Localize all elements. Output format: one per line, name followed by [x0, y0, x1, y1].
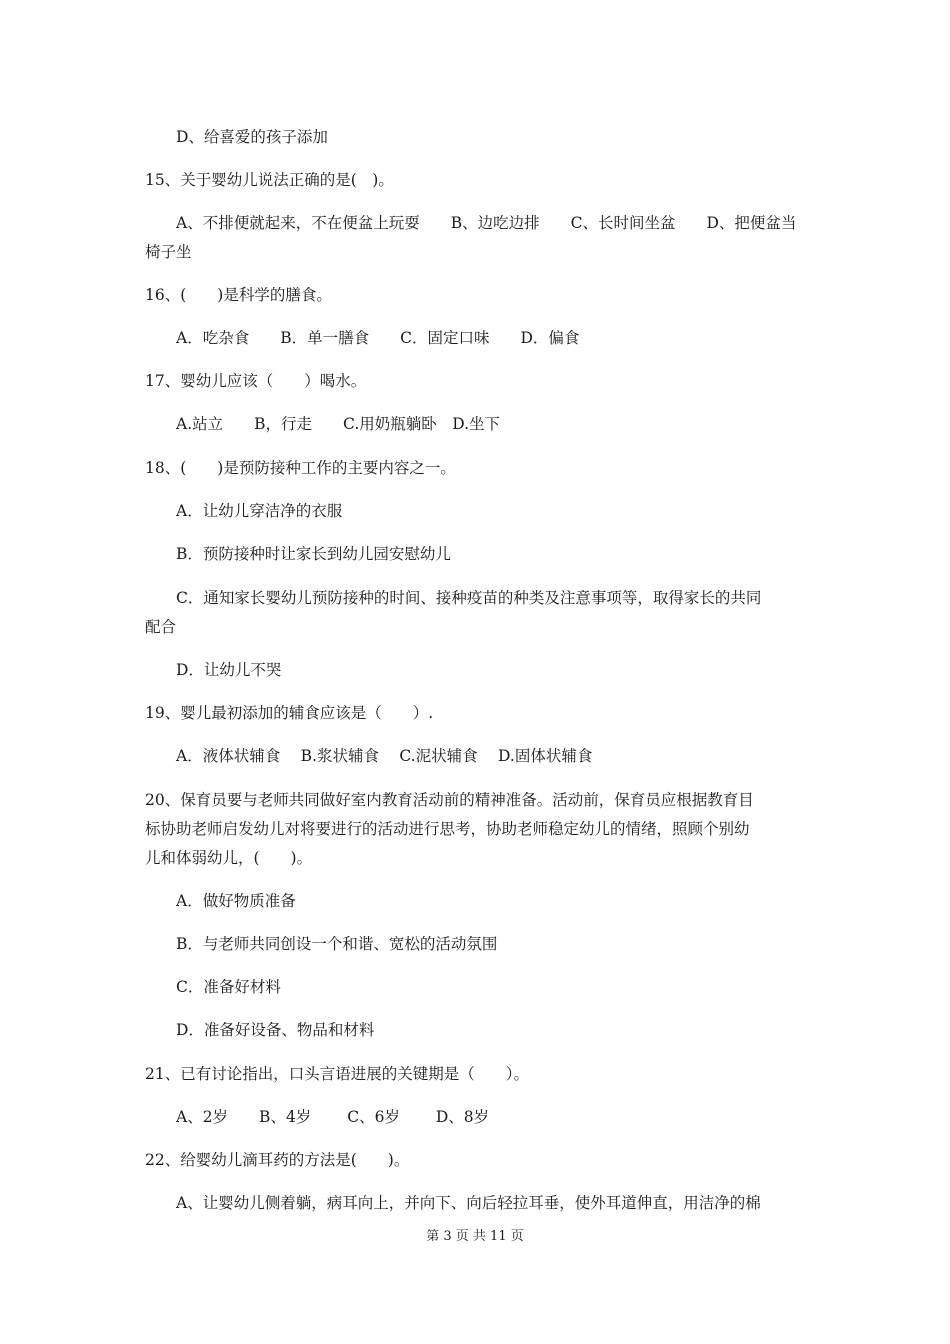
option-line: D．让幼儿不哭 [176, 661, 282, 679]
question-22: 22、给婴幼儿滴耳药的方法是( )。 [145, 1151, 410, 1169]
option-line: B．与老师共同创设一个和谐、宽松的活动氛围 [176, 935, 498, 953]
option-line: A、让婴幼儿侧着躺，病耳向上，并向下、向后轻拉耳垂，使外耳道伸直，用洁净的棉 [176, 1194, 761, 1212]
question-18: 18、( )是预防接种工作的主要内容之一。 [145, 459, 456, 477]
question-17: 17、婴幼儿应该（ ）喝水。 [145, 372, 367, 390]
option-line: A．做好物质准备 [176, 892, 296, 910]
question-20: 20、保育员要与老师共同做好室内教育活动前的精神准备。活动前，保育员应根据教育目 [145, 791, 754, 809]
question-continuation: 儿和体弱幼儿，( )。 [145, 849, 313, 867]
option-line: A．吃杂食 B．单一膳食 C．固定口味 D．偏食 [176, 329, 580, 347]
option-continuation: 椅子坐 [145, 243, 192, 261]
option-line: A.站立 B，行走 C.用奶瓶躺卧 D.坐下 [176, 415, 501, 433]
option-line: C．准备好材料 [176, 978, 281, 996]
option-line: D、给喜爱的孩子添加 [176, 128, 328, 146]
option-line: A、不排便就起来，不在便盆上玩耍 B、边吃边排 C、长时间坐盆 D、把便盆当 [176, 214, 797, 232]
question-continuation: 标协助老师启发幼儿对将要进行的活动进行思考，协助老师稳定幼儿的情绪，照顾个别幼 [145, 820, 750, 838]
option-line: A、2岁 B、4岁 C、6岁 D、8岁 [176, 1108, 490, 1126]
option-line: A．液体状辅食 B.浆状辅食 C.泥状辅食 D.固体状辅食 [176, 747, 593, 765]
option-line: D．准备好设备、物品和材料 [176, 1021, 375, 1039]
question-19: 19、婴儿最初添加的辅食应该是（ ）. [145, 704, 434, 722]
option-line: C．通知家长婴幼儿预防接种的时间、接种疫苗的种类及注意事项等，取得家长的共同 [176, 589, 762, 607]
question-15: 15、关于婴幼儿说法正确的是( )。 [145, 171, 394, 189]
question-21: 21、已有讨论指出，口头言语进展的关键期是（ ）。 [145, 1065, 529, 1083]
question-16: 16、( )是科学的膳食。 [145, 286, 332, 304]
option-line: B．预防接种时让家长到幼儿园安慰幼儿 [176, 545, 451, 563]
option-line: A．让幼儿穿洁净的衣服 [176, 502, 343, 520]
option-continuation: 配合 [145, 618, 177, 636]
page-footer: 第 3 页 共 11 页 [426, 1229, 524, 1244]
